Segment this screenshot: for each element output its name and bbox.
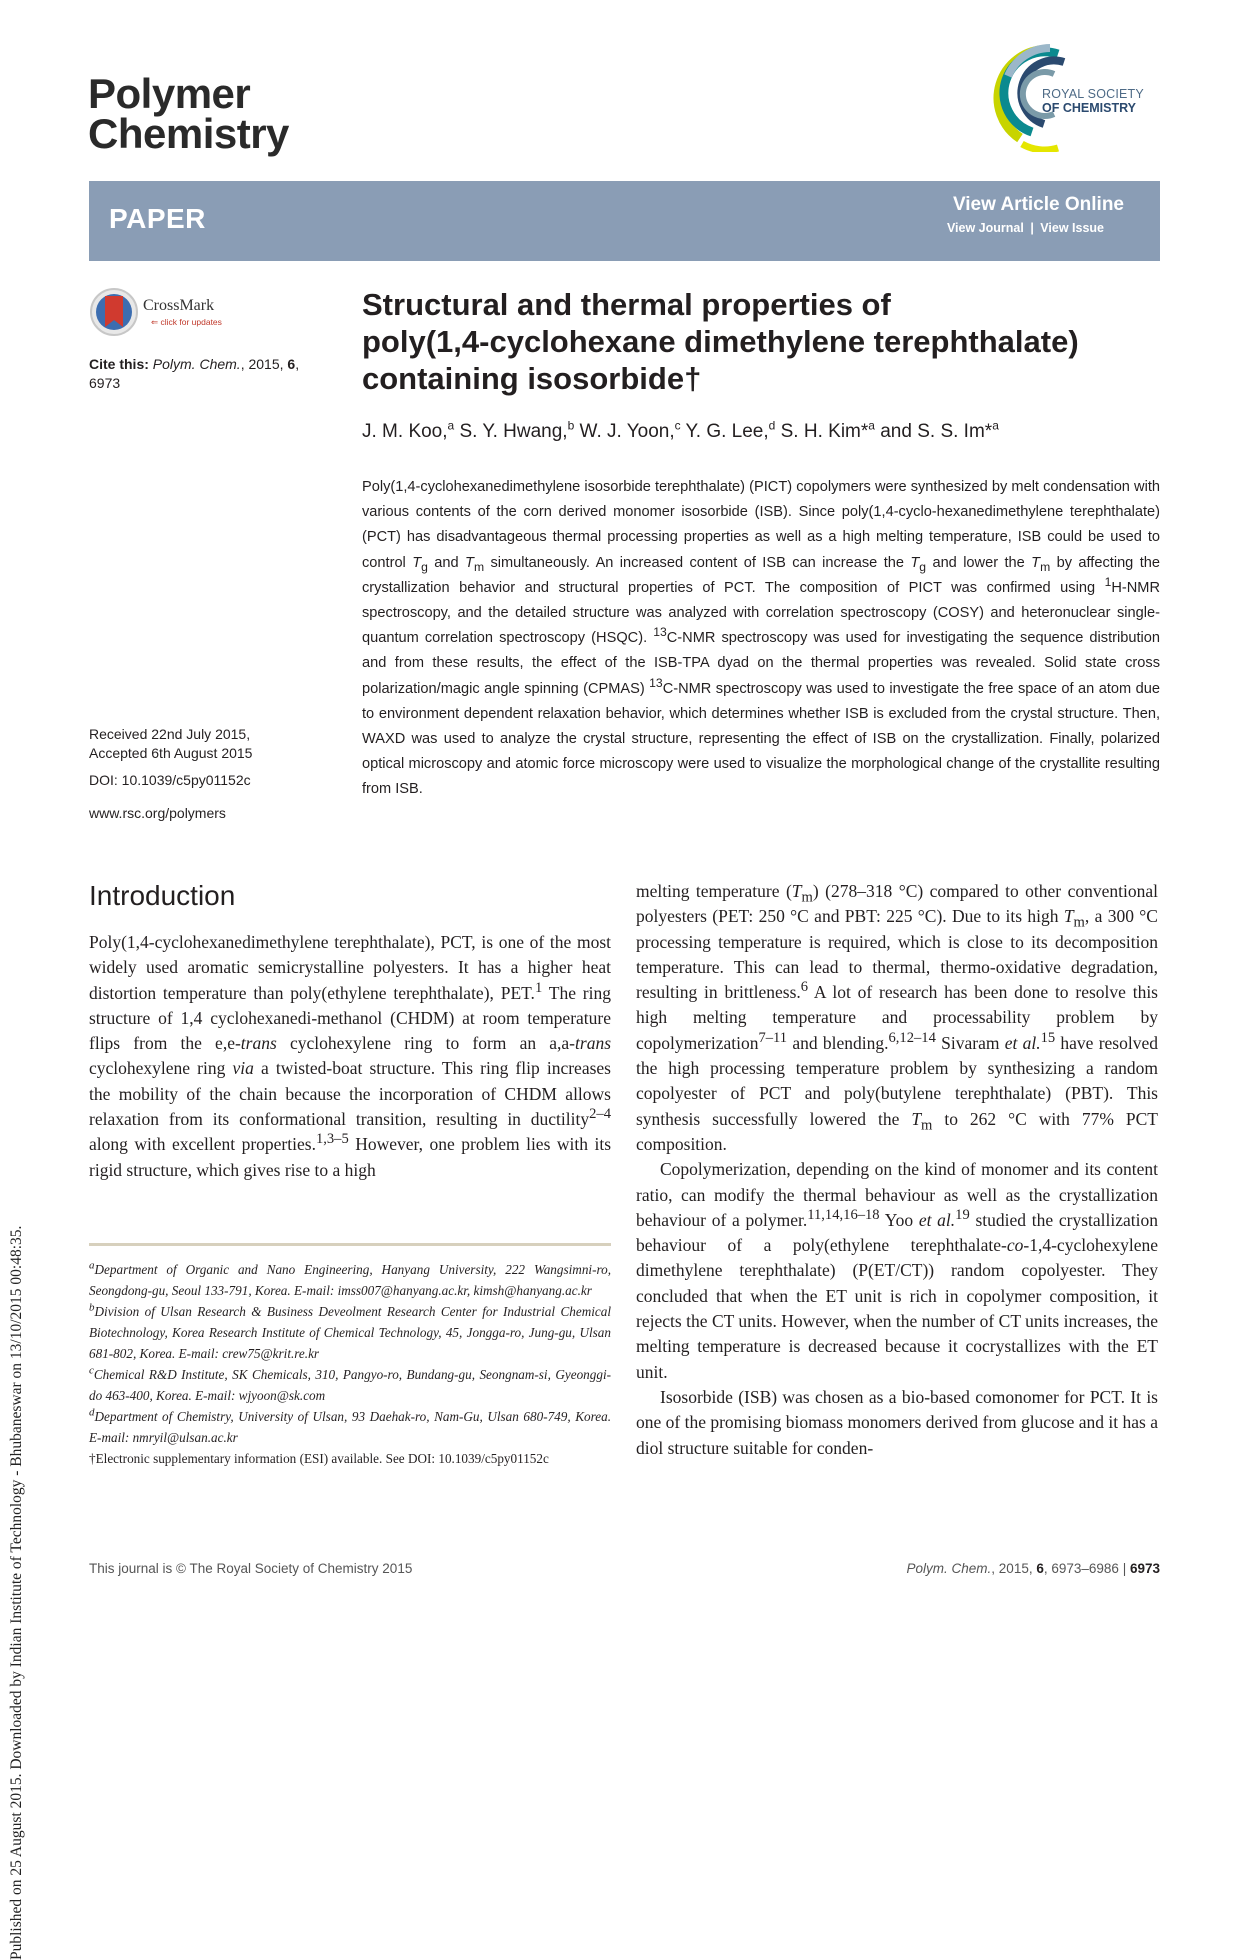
intro-left-column xyxy=(89,930,611,1183)
crossmark-badge[interactable] xyxy=(89,287,229,339)
abstract-text: simultaneously. An increased content of ISB can increase the xyxy=(484,554,911,571)
body-text: , a 300 °C processing temperature is required, which is close to its decomposition temperature. This can lead to thermal, thermo-oxidative degradation, resulting in brittleness. xyxy=(636,906,1158,1003)
affiliation-text: Chemical R&D Institute, SK Chemicals, 310, Pangyo-ro, Bundang-gu, Seongnam-si, Gyeonggi-do 463-400, Korea. E-mail: wjyoon@sk.com xyxy=(89,1367,611,1403)
cite-page: 6973 xyxy=(89,375,121,391)
author-affiliation: c xyxy=(674,418,681,433)
reference-link[interactable]: 2–4 xyxy=(589,1106,611,1123)
cite-rest: , xyxy=(295,356,300,372)
abstract-text: Poly(1,4-cyclohexanedimethylene isosorbide terephthalate) (PICT) copolymers were synthesized by melt condensation with various contents of the corn derived monomer isosorbide (ISB). Since poly(1,4-cyclo-hexanedimethylene terephthalate) (PCT) has disadvantageous thermal processing properties as well as a high melting temperature, ISB could be used to control xyxy=(362,479,1160,571)
symbol-tm-sub: m xyxy=(921,1117,933,1134)
footer-page-number: 6973 xyxy=(1129,1561,1160,1576)
body-text: cyclohexylene ring to form an a,a- xyxy=(276,1033,576,1054)
rsc-logo-line1: ROYAL SOCIETY xyxy=(1042,87,1144,101)
footer-journal: Polym. Chem. xyxy=(906,1561,992,1576)
author-name: W. J. Yoon, xyxy=(574,421,675,442)
download-note-text: Published on 25 August 2015. Downloaded by Indian Institute of Technology - Bhubaneswar on 13/10/2015 00:48:35. xyxy=(8,1225,25,1960)
symbol-tm: T xyxy=(1031,554,1041,571)
received-date: Received 22nd July 2015, xyxy=(89,726,251,742)
affiliation-text: Department of Organic and Nano Engineering, Hanyang University, 222 Wangsimni-ro, Seongdong-gu, Seoul 133-791, Korea. E-mail: imss007@hanyang.ac.kr, kimsh@hanyang.ac.kr xyxy=(89,1262,611,1298)
body-text: The ring structure of 1,4 cyclohexanedi-methanol (CHDM) at room temperature flips from the e,e- xyxy=(89,982,611,1054)
view-issue-link[interactable]: View Issue xyxy=(1040,221,1104,235)
abstract-text: H-NMR spectroscopy, and the detailed structure was analyzed with correlation spectroscopy (COSY) and heteronuclear single-quantum correlation spectroscopy (HSQC). xyxy=(362,579,1160,647)
affiliation-marker: a xyxy=(89,1259,95,1272)
journal-name-line2: Chemistry xyxy=(88,110,289,157)
crossmark-tagline-text: click for updates xyxy=(160,317,222,327)
reference-link[interactable]: 6,12–14 xyxy=(888,1029,936,1046)
isotope-sup: 13 xyxy=(649,675,663,690)
body-text: to 262 °C with 77% PCT composition. xyxy=(636,1108,1158,1154)
author-affiliation: a xyxy=(992,418,999,433)
rsc-logo-line2: OF CHEMISTRY xyxy=(1042,101,1136,115)
abstract-text: by affecting the crystallization behavior and structural properties of PCT. The composition of PICT was confirmed using xyxy=(362,554,1160,596)
rsc-logo[interactable] xyxy=(988,40,1163,152)
reference-link[interactable]: 6 xyxy=(800,979,809,996)
author-name: Y. G. Lee, xyxy=(680,421,769,442)
footer-copyright: This journal is © The Royal Society of Chemistry 2015 xyxy=(89,1561,413,1576)
article-type-banner xyxy=(89,181,1160,261)
body-text: along with excellent properties. xyxy=(89,1134,316,1155)
footer-volume: 6 xyxy=(1036,1561,1044,1576)
received-dates xyxy=(89,725,329,763)
affiliation-marker: b xyxy=(89,1301,95,1314)
abstract-text: C-NMR spectroscopy was used for investigating the sequence distribution and from these results, the effect of the ISB-TPA dyad on the thermal properties was revealed. Solid state cross polarization/magic angle spinning (CPMAS) xyxy=(362,630,1160,697)
intro-paragraph xyxy=(636,1157,1158,1385)
symbol-tm-sub: m xyxy=(473,559,485,574)
reference-link[interactable]: 7–11 xyxy=(758,1029,788,1046)
symbol-tg: T xyxy=(910,554,920,571)
affiliation-item xyxy=(89,1301,611,1364)
affiliation-marker: c xyxy=(89,1364,94,1377)
author-affiliation: a xyxy=(868,418,875,433)
isotope-sup: 1 xyxy=(1104,574,1112,589)
crossmark-icon xyxy=(89,287,139,337)
accepted-date: Accepted 6th August 2015 xyxy=(89,745,253,761)
reference-link[interactable]: 1 xyxy=(534,979,543,996)
affiliation-item xyxy=(89,1406,611,1448)
article-title-line2: poly(1,4-cyclohexane dimethylene terephthalate) xyxy=(362,324,1079,359)
body-text: have resolved the high processing temperature problem by synthesizing a random copolyester of PCT and poly(butylene terephthalate) (PBT). This synthesis successfully lowered the xyxy=(636,1032,1158,1129)
body-text: cyclohexylene ring xyxy=(89,1058,233,1079)
view-links xyxy=(947,221,1104,235)
body-text: melting temperature ( xyxy=(636,881,792,901)
article-title xyxy=(362,286,1162,397)
view-links-separator: | xyxy=(1030,221,1034,235)
view-journal-link[interactable]: View Journal xyxy=(946,221,1024,235)
affiliation-marker: d xyxy=(89,1406,95,1419)
author-affiliation: a xyxy=(447,418,455,433)
intro-paragraph xyxy=(89,930,611,1183)
body-text: Poly(1,4-cyclohexanedimethylene terephthalate), PCT, is one of the most widely used aromatic semicrystalline polyesters. It has a higher heat distortion temperature than poly(ethylene terephthalate), PET. xyxy=(89,932,611,1003)
citation xyxy=(89,355,329,393)
footer-citation xyxy=(907,1561,1160,1576)
esi-note: †Electronic supplementary information (ESI) available. See DOI: 10.1039/c5py01152c xyxy=(89,1451,549,1466)
body-text-italic: trans xyxy=(575,1033,611,1054)
body-text-italic: et al. xyxy=(918,1209,956,1230)
cite-volume: 6 xyxy=(287,356,296,372)
author-name: J. M. Koo, xyxy=(362,421,448,442)
author-affiliation: d xyxy=(768,418,776,433)
article-title-line1: Structural and thermal properties of xyxy=(362,287,891,322)
body-text-italic: trans xyxy=(240,1033,277,1054)
body-text: However, one problem lies with its rigid structure, which gives rise to a high xyxy=(89,1134,611,1180)
cite-prefix: Cite this: xyxy=(89,356,149,372)
reference-link[interactable]: 19 xyxy=(955,1207,970,1224)
body-text: Copolymerization, depending on the kind of monomer and its content ratio, can modify the thermal behaviour as well as the crystallization behaviour of a polymer. xyxy=(636,1159,1158,1230)
view-article-online-link[interactable]: View Article Online xyxy=(952,194,1124,215)
affiliation-item xyxy=(89,1364,611,1406)
section-heading-introduction: Introduction xyxy=(89,880,236,911)
crossmark-name: CrossMark xyxy=(143,297,215,314)
body-text: -1,4-cyclohexylene dimethylene terephthalate) (P(ET/CT)) random copolyester. They concluded that when the ET unit is rich in copolymer composition, it rejects the CT units. However, when the number of CT units increases, the melting temperature is decreased because it cocrystallizes with the ET unit. xyxy=(636,1235,1158,1382)
abstract xyxy=(362,475,1160,803)
intro-paragraph xyxy=(636,879,1158,1157)
isotope-sup: 13 xyxy=(653,625,667,640)
cite-journal: Polym. Chem. xyxy=(152,356,241,372)
body-text: a twisted-boat structure. This ring flip increases the mobility of the chain because the incorporation of CHDM allows relaxation from its conformational transition, resulting in ductility xyxy=(89,1058,611,1130)
body-text-italic: co xyxy=(1006,1235,1024,1256)
abstract-text: and lower the xyxy=(926,554,1032,571)
author-name: S. H. Kim* xyxy=(775,421,869,442)
reference-link[interactable]: 15 xyxy=(1040,1029,1056,1046)
footer-separator: | xyxy=(1118,1561,1130,1576)
body-text: and blending. xyxy=(787,1032,889,1053)
footer-year: , 2015, xyxy=(991,1561,1037,1576)
body-text: A lot of research has been done to resolve this high melting temperature and processability problem by copolymerization xyxy=(636,982,1158,1053)
symbol-tg-sub: g xyxy=(421,559,428,574)
symbol-tm-sub: m xyxy=(1040,559,1051,574)
reference-link[interactable]: 11,14,16–18 xyxy=(807,1207,880,1224)
footer-pages: , 6973–6986 xyxy=(1043,1561,1119,1576)
author-list xyxy=(362,418,1162,443)
body-text: ) (278–318 °C) compared to other conventional polyesters (PET: 250 °C and PBT: 225 °C). Due to its high xyxy=(636,881,1158,927)
reference-link[interactable]: 1,3–5 xyxy=(315,1131,349,1148)
intro-paragraph: Isosorbide (ISB) was chosen as a bio-based comonomer for PCT. It is one of the promising biomass monomers derived from glucose and it has a diol structure suitable for conden- xyxy=(636,1386,1158,1458)
body-text: studied the crystallization behaviour of a poly(ethylene terephthalate- xyxy=(636,1209,1158,1256)
abstract-text: and xyxy=(427,554,466,571)
body-text-italic: via xyxy=(232,1058,254,1079)
symbol-tg: T xyxy=(412,554,422,571)
crossmark-tagline xyxy=(151,317,222,328)
crossmark-arrow-icon: ⇐ xyxy=(151,317,161,327)
journal-name-line1: Polymer xyxy=(88,70,251,117)
footnote-divider xyxy=(89,1243,611,1246)
affiliation-text: Division of Ulsan Research & Business Deveolment Research Center for Industrial Chemical Biotechnology, Korea Research Institute of Chemical Technology, 45, Jongga-ro, Jung-gu, Ulsan 681-802, Korea. E-mail: crew75@krit.re.kr xyxy=(89,1304,611,1361)
symbol-tm-sub: m xyxy=(801,889,813,906)
symbol-tm: T xyxy=(1063,906,1074,927)
body-text: Yoo xyxy=(879,1209,919,1230)
cite-year: , 2015, xyxy=(240,356,288,372)
author-name: and S. S. Im* xyxy=(874,421,993,442)
body-text: Sivaram xyxy=(935,1032,1005,1053)
article-type-label: PAPER xyxy=(109,203,206,234)
journal-url[interactable]: www.rsc.org/polymers xyxy=(89,805,226,821)
symbol-tm: T xyxy=(911,1108,922,1129)
body-text-italic: et al. xyxy=(1004,1032,1041,1053)
journal-name xyxy=(88,70,289,157)
abstract-text: C-NMR spectroscopy was used to investigate the free space of an atom due to environment dependent relaxation behavior, which determines whether ISB is excluded from the crystal structure. Then, WAXD was used to analyze the crystal structure, representing the effect of ISB on the crystallization. Finally, polarized optical microscopy and atomic force microscopy were used to visualize the morphological change of the crystallite resulting from ISB. xyxy=(362,680,1160,798)
affiliations xyxy=(89,1259,611,1469)
symbol-tg-sub: g xyxy=(919,559,927,574)
doi[interactable]: DOI: 10.1039/c5py01152c xyxy=(89,772,251,788)
affiliation-item xyxy=(89,1259,611,1301)
symbol-tm-sub: m xyxy=(1073,914,1085,931)
symbol-tm: T xyxy=(791,881,802,901)
symbol-tm: T xyxy=(465,554,474,571)
intro-right-column xyxy=(636,879,1158,1461)
article-title-line3: containing isosorbide† xyxy=(362,361,702,396)
author-name: S. Y. Hwang, xyxy=(454,421,568,442)
author-affiliation: b xyxy=(567,418,575,433)
affiliation-text: Department of Chemistry, University of Ulsan, 93 Daehak-ro, Nam-Gu, Ulsan 680-749, Korea. E-mail: nmryil@ulsan.ac.kr xyxy=(89,1409,611,1445)
